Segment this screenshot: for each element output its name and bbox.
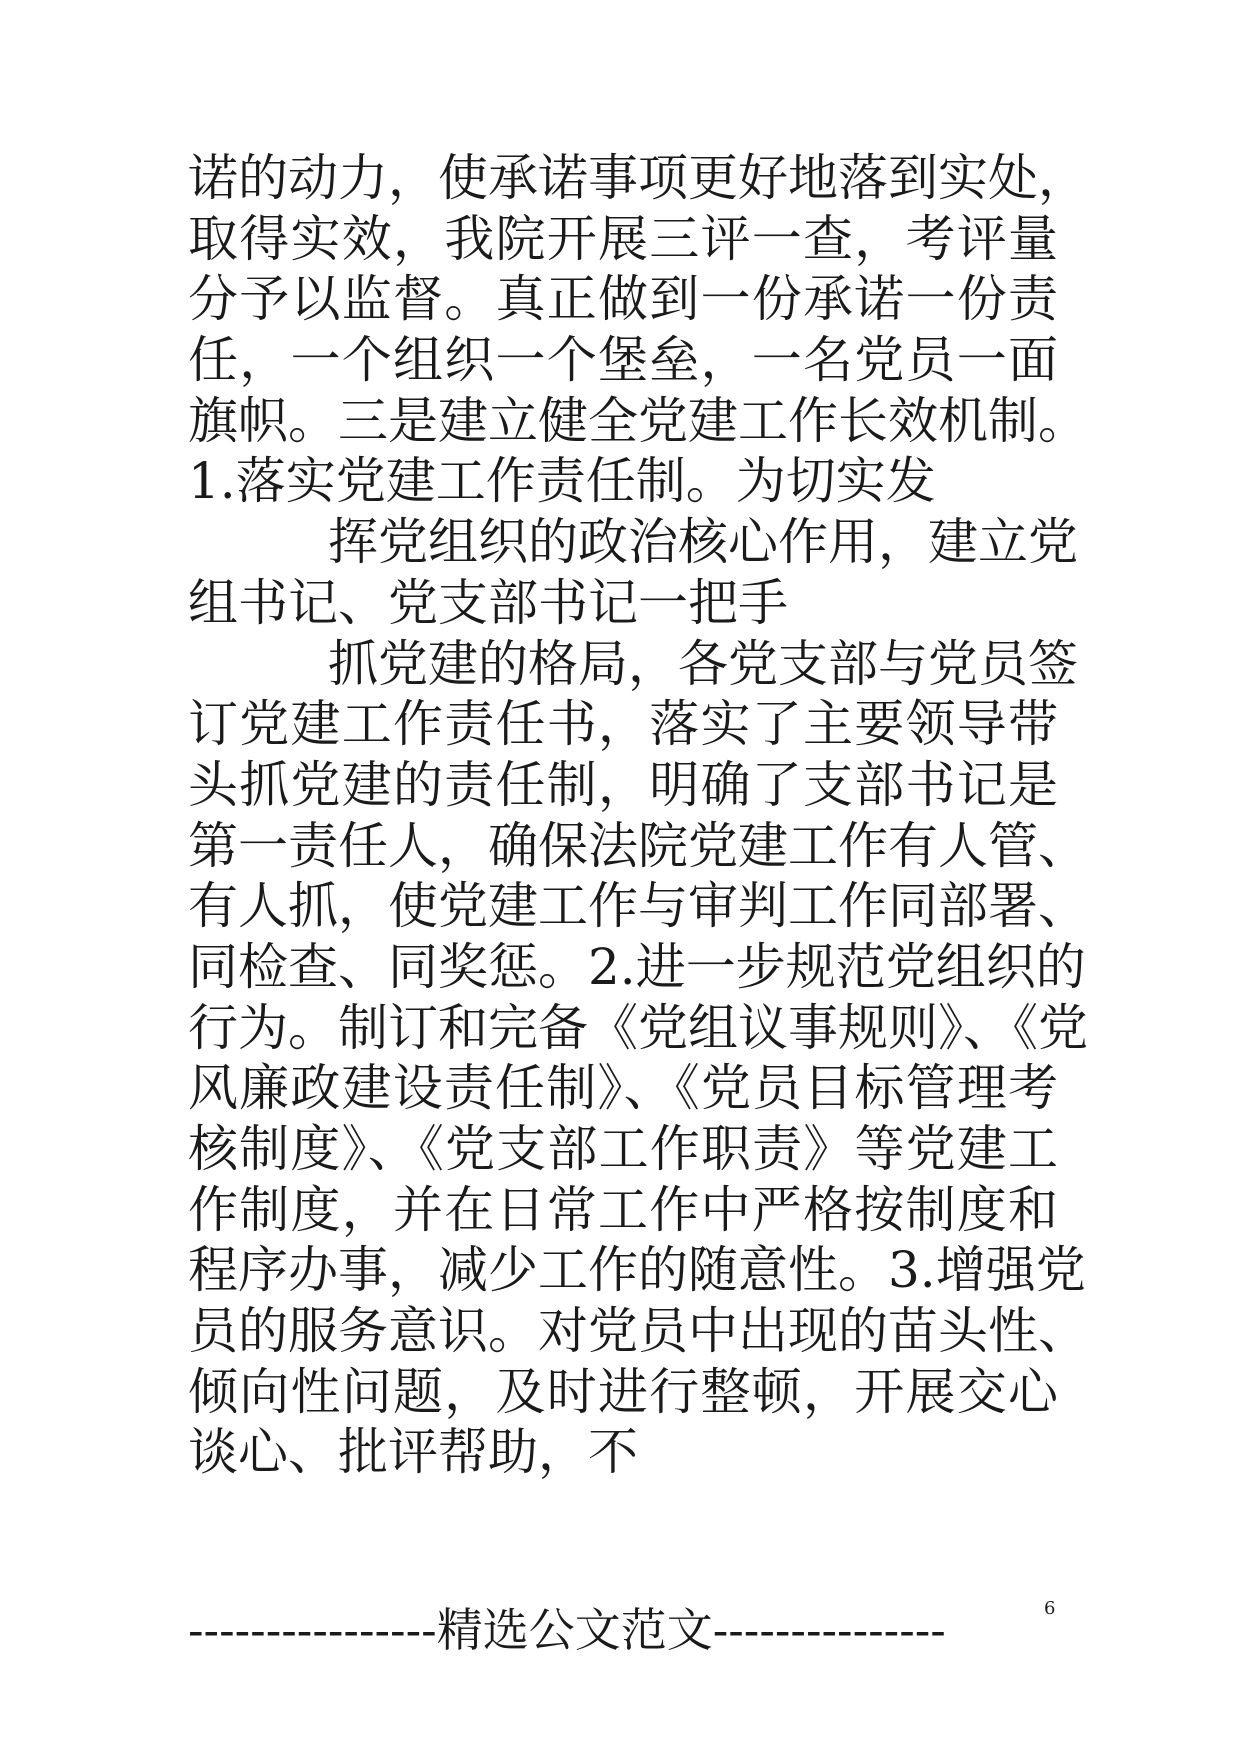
body-text bbox=[188, 148, 1088, 1483]
text-line: 行为。制订和完备《党组议事规则》、《党 bbox=[188, 998, 1088, 1057]
text-line: 1.落实党建工作责任制。为切实发 bbox=[188, 452, 936, 511]
text-line: 订党建工作责任书，落实了主要领导带 bbox=[188, 695, 1058, 754]
text-line: 风廉政建设责任制》、《党员目标管理考 bbox=[188, 1059, 1058, 1118]
text-line: 有人抓，使党建工作与审判工作同部署、 bbox=[188, 877, 1088, 936]
page-number: 6 bbox=[1044, 1598, 1056, 1619]
text-line: 核制度》、《党支部工作职责》等党建工 bbox=[188, 1120, 1058, 1178]
text-line: 员的服务意识。对党员中出现的苗头性、 bbox=[188, 1302, 1088, 1361]
text-line: 作制度，并在日常工作中严格按制度和 bbox=[188, 1180, 1058, 1239]
text-line: 任，一个组织一个堡垒，一名党员一面 bbox=[188, 331, 1058, 390]
text-line: 挥党组织的政治核心作用，建立党 bbox=[328, 513, 1078, 572]
text-line: 头抓党建的责任制，明确了支部书记是 bbox=[188, 755, 1058, 814]
text-line: 诺的动力，使承诺事项更好地落到实处， bbox=[188, 149, 1088, 207]
text-line: 倾向性问题，及时进行整顿，开展交心 bbox=[188, 1362, 1058, 1421]
text-line: 第一责任人，确保法院党建工作有人管、 bbox=[188, 816, 1088, 875]
text-line: 同检查、同奖惩。2.进一步规范党组织的 bbox=[188, 937, 1086, 996]
text-line: 组书记、党支部书记一把手 bbox=[188, 573, 788, 632]
text-line: 抓党建的格局，各党支部与党员签 bbox=[328, 634, 1078, 693]
text-line: 谈心、批评帮助，不 bbox=[188, 1423, 638, 1482]
text-line: 程序办事，减少工作的随意性。3.增强党 bbox=[188, 1241, 1086, 1300]
page-footer: ----------------精选公文范文--------------- bbox=[188, 1603, 946, 1657]
text-line: 旗帜。三是建立健全党建工作长效机制。 bbox=[188, 391, 1088, 450]
text-line: 分予以监督。真正做到一份承诺一份责 bbox=[188, 270, 1058, 329]
text-line: 取得实效，我院开展三评一查，考评量 bbox=[188, 209, 1058, 268]
